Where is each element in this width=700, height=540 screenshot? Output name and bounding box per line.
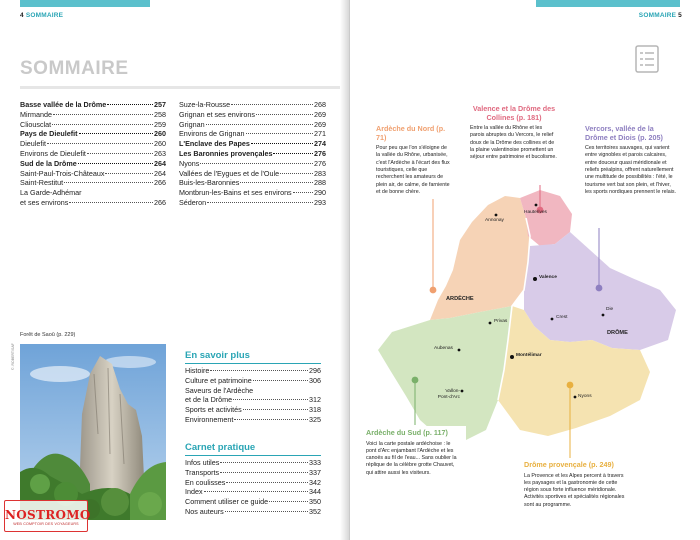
toc-dot-leader [246, 133, 313, 134]
toc-entry [179, 169, 326, 179]
city-nyons: Nyons [578, 394, 592, 399]
toc-entry-title: Saint-Paul-Trois-Châteaux [20, 168, 105, 178]
city-dot-nyons [574, 396, 577, 399]
toc-entry-title: Dieulefit [20, 139, 46, 149]
callout-ardeche-nord-text: Pour peu que l'on s'éloigne de la vallée du Rhône, urbanisée, c'est l'Ardèche à l'écart des flux touristiques, celle que recherchent les amateurs de plein air, de calme, de farniente et de bonne chère. [376, 145, 450, 195]
toc-dot-leader [53, 114, 153, 115]
left-running-label: SOMMAIRE [25, 12, 64, 19]
toc-entry [179, 139, 326, 149]
toc-entry-title: Environs de Grignan [179, 129, 245, 139]
left-page [0, 0, 345, 540]
city-vallon-pont-darc: Vallon-Pont-d'Arc [437, 389, 460, 400]
toc-entry-title: Les Baronnies provençales [179, 148, 273, 158]
toc-dot-leader [234, 419, 308, 420]
toc-entry-title: Vallées de l'Eygues et de l'Oule [179, 168, 280, 178]
callout-ardeche-nord [372, 122, 456, 199]
toc-entry-page: 266 [154, 178, 166, 188]
carnet-pratique-title: Carnet pratique [185, 442, 256, 453]
toc-dot-leader [220, 472, 308, 473]
toc-entry-title-line1: La Garde-Adhémar [20, 188, 82, 198]
toc-entry [179, 198, 326, 208]
toc-entry-title: Environnement [185, 414, 234, 424]
toc-entry [179, 149, 326, 159]
toc-entry [20, 120, 166, 130]
toc-entry [179, 129, 326, 139]
toc-dot-leader [293, 192, 313, 193]
city-annonay: Annonay [485, 218, 504, 223]
toc-entry-page: 268 [314, 100, 326, 109]
callout-provencale-title: Drôme provençale (p. 249) [524, 460, 614, 469]
pin-ardeche-sud [412, 377, 419, 384]
toc-entry-title: Transports [185, 467, 220, 477]
toc-entry [20, 129, 166, 139]
toc-entry [20, 139, 166, 149]
toc-entry-title: Mirmande [20, 109, 52, 119]
toc-entry-title-line2: et de la Drôme [185, 395, 233, 405]
right-page-number: 5 [678, 12, 682, 19]
toc-entry-page: 337 [309, 467, 321, 477]
toc-dot-leader [280, 173, 313, 174]
carnet-pratique-rule [185, 455, 321, 456]
toc-entry [20, 159, 166, 169]
callout-ardeche-sud-text: Voici la carte postale ardéchoise : le pont d'Arc enjambant l'Ardèche et les canoës au fil de l'eau... Sans oublier la réplique de la célèbre grotte Chauvet, qui attire aussi les visiteurs. [366, 440, 457, 476]
region-label-drome: DRÔME [607, 330, 628, 336]
toc-entry [20, 110, 166, 120]
document-list-icon [634, 44, 660, 74]
toc-entry [185, 487, 321, 497]
toc-entry [20, 169, 166, 179]
toc-column-1 [20, 100, 166, 208]
toc-entry-page: 293 [314, 197, 326, 207]
toc-dot-leader [231, 104, 313, 105]
toc-entry [185, 405, 321, 415]
toc-entry [185, 468, 321, 478]
toc-entry [179, 188, 326, 198]
toc-column-2 [179, 100, 326, 208]
toc-entry [20, 149, 166, 159]
toc-entry-title: L'Enclave des Papes [179, 139, 250, 149]
toc-entry-title: En coulisses [185, 477, 226, 487]
region-label-ardeche: ARDÈCHE [446, 296, 474, 302]
toc-dot-leader [78, 163, 153, 164]
callout-valence [466, 102, 562, 165]
toc-entry-title: Suze-la-Rousse [179, 100, 231, 109]
toc-entry-title: Index [185, 487, 203, 497]
left-page-number: 4 [20, 12, 24, 19]
toc-entry [185, 376, 321, 386]
toc-entry [179, 100, 326, 110]
toc-entry-title: Infos utiles [185, 458, 220, 467]
toc-dot-leader [200, 163, 313, 164]
logo-tagline: WEB COMPTOIR DES VOYAGEURS [13, 522, 79, 526]
toc-entry-page: 274 [314, 139, 326, 149]
header-accent-bar-right [536, 0, 680, 7]
callout-provencale [520, 458, 632, 512]
city-dot-crest [551, 318, 554, 321]
city-dot-montelimar [510, 355, 514, 359]
toc-entry-page: 269 [314, 109, 326, 119]
city-dot-valence [533, 277, 537, 281]
title-rule [20, 86, 340, 89]
toc-entry-page: 260 [154, 139, 166, 149]
toc-entry-title: Histoire [185, 366, 210, 375]
toc-entry-page: 269 [314, 119, 326, 129]
toc-entry-page: 260 [154, 129, 166, 139]
toc-entry-title: Nos auteurs [185, 506, 224, 516]
toc-entry-page: 342 [309, 477, 321, 487]
toc-entry-page: 306 [309, 375, 321, 385]
toc-entry-page: 318 [309, 405, 321, 415]
toc-dot-leader [269, 501, 308, 502]
toc-entry-title: Pays de Dieulefit [20, 129, 78, 139]
photo-credit: ©. ROBERT/SAF [11, 343, 15, 370]
region-ardeche-sud [378, 306, 512, 440]
toc-dot-leader [225, 511, 308, 512]
toc-entry-title: Saint-Restitut [20, 178, 64, 188]
city-dot-die [602, 314, 605, 317]
toc-dot-leader [253, 380, 308, 381]
toc-dot-leader [207, 202, 313, 203]
callout-vercors-text: Ces territoires sauvages, qui varient entre vignobles et parois calcaires, entre douceur quasi méridionale et reliefs préalpins, offrent naturellement une multitude de possibilités : l'été, le tourisme vert bat son plein, et l'hiver, les sports nordiques prennent le relais. [585, 145, 676, 195]
toc-entry-page: 312 [309, 395, 321, 405]
toc-dot-leader [52, 124, 153, 125]
toc-entry-page: 264 [154, 168, 166, 178]
toc-entry-title: Sports et activités [185, 405, 242, 415]
toc-entry [185, 366, 321, 376]
toc-dot-leader [233, 399, 308, 400]
city-hauterives: Hauterives [524, 210, 547, 215]
toc-entry-title: Nyons [179, 158, 200, 168]
toc-dot-leader [220, 462, 308, 463]
toc-entry [185, 458, 321, 468]
toc-entry-title: Comment utiliser ce guide [185, 497, 269, 507]
toc-entry-page: 352 [309, 506, 321, 516]
toc-entry [179, 120, 326, 130]
toc-dot-leader [273, 153, 313, 154]
toc-entry-page: 263 [154, 148, 166, 158]
toc-entry-title: Buis-les-Baronnies [179, 178, 240, 188]
toc-entry-page: 296 [309, 366, 321, 375]
left-running-head [20, 12, 63, 19]
toc-entry [20, 100, 166, 110]
toc-dot-leader [105, 173, 153, 174]
en-savoir-plus-title: En savoir plus [185, 350, 250, 361]
toc-entry-page: 276 [314, 158, 326, 168]
page-title: SOMMAIRE [20, 58, 129, 79]
callout-vercors-title: Vercors, vallée de la Drôme et Diois (p. 205) [585, 124, 663, 142]
toc-entry [185, 395, 321, 405]
toc-entry-page: 344 [309, 487, 321, 497]
right-running-head [639, 12, 682, 19]
toc-entry-page: 350 [309, 497, 321, 507]
toc-entry-page: 283 [314, 168, 326, 178]
city-dot-hauterives [535, 204, 538, 207]
toc-dot-leader [69, 202, 153, 203]
toc-dot-leader [251, 143, 313, 144]
en-savoir-plus-list [185, 366, 321, 425]
city-privas: Privas [494, 319, 508, 324]
toc-entry-page: 276 [314, 148, 326, 158]
toc-entry-page: 258 [154, 109, 166, 119]
callout-provencale-text: La Provence et les Alpes percent à travers les paysages et la gastronomie de cette région sous forte influence méridionale. Activités sportives et spécialités régionales sont au programme. [524, 472, 625, 508]
toc-entry-title: Sud de la Drôme [20, 158, 77, 168]
pin-vercors [596, 285, 603, 292]
toc-entry-title: Environs de Dieulefit [20, 148, 86, 158]
toc-entry [185, 507, 321, 517]
city-valence: Valence [539, 275, 557, 280]
city-dot-aubenas [458, 349, 461, 352]
toc-entry-title-line2: et ses environs [20, 197, 69, 207]
toc-entry-title: Séderon [179, 197, 207, 207]
toc-entry-page: 290 [314, 188, 326, 198]
toc-entry [185, 478, 321, 488]
city-dot-vallon [461, 390, 464, 393]
callout-valence-text: Entre la vallée du Rhône et les parois abruptes du Vercors, le relief doux de la Drôme des collines et de la plaine valentinoise promettent un séjour entre patrimoine et bucolisme. [470, 125, 557, 161]
toc-entry-page: 266 [154, 197, 166, 207]
toc-dot-leader [206, 124, 313, 125]
callout-vercors [581, 122, 681, 199]
toc-dot-leader [64, 182, 153, 183]
en-savoir-plus-rule [185, 363, 321, 364]
toc-entry-title: Grignan et ses environs [179, 109, 255, 119]
city-crest: Crest [556, 315, 568, 320]
toc-entry-page: 259 [154, 119, 166, 129]
toc-entry [185, 497, 321, 507]
toc-dot-leader [210, 370, 308, 371]
carnet-pratique-list [185, 458, 321, 517]
foret-de-saou-photo [20, 344, 166, 520]
cliff-landscape-illustration [20, 344, 166, 520]
toc-entry-page: 325 [309, 414, 321, 424]
callout-ardeche-sud [362, 426, 466, 480]
toc-entry-page: 333 [309, 458, 321, 467]
toc-dot-leader [204, 491, 308, 492]
logo-name: NOSTROMO [5, 508, 91, 522]
toc-entry-page: 288 [314, 178, 326, 188]
toc-entry [20, 198, 166, 208]
callout-ardeche-nord-title: Ardèche du Nord (p. 71) [376, 124, 446, 142]
toc-entry-page: 271 [314, 129, 326, 139]
callout-ardeche-sud-title: Ardèche du Sud (p. 117) [366, 428, 448, 437]
city-dot-annonay [495, 214, 498, 217]
pin-provencale [567, 382, 574, 389]
right-running-label: SOMMAIRE [638, 12, 677, 19]
city-montelimar: Montélimar [516, 353, 542, 358]
toc-entry-page: 257 [154, 100, 166, 109]
pin-ardeche-nord [430, 287, 437, 294]
toc-entry-title: Culture et patrimoine [185, 375, 252, 385]
toc-entry [185, 415, 321, 425]
nostromo-logo [4, 500, 91, 532]
toc-dot-leader [107, 104, 153, 105]
toc-entry-page: 264 [154, 158, 166, 168]
toc-entry-title-line1: Saveurs de l'Ardèche [185, 385, 254, 395]
toc-entry [179, 110, 326, 120]
header-accent-bar [20, 0, 150, 7]
toc-dot-leader [256, 114, 313, 115]
toc-entry [179, 159, 326, 169]
toc-dot-leader [243, 409, 308, 410]
city-die: Die [606, 307, 614, 312]
toc-entry [20, 178, 166, 188]
callout-valence-title: Valence et la Drôme des Collines (p. 181) [472, 104, 556, 122]
toc-entry-title: Grignan [179, 119, 205, 129]
toc-dot-leader [87, 153, 153, 154]
photo-caption: Forêt de Saoû (p. 229) [20, 332, 76, 338]
toc-dot-leader [240, 182, 313, 183]
toc-dot-leader [47, 143, 153, 144]
toc-dot-leader [79, 133, 153, 134]
city-aubenas: Aubenas [434, 346, 453, 351]
toc-dot-leader [226, 482, 308, 483]
city-dot-privas [489, 322, 492, 325]
toc-entry-title: Montbrun-les-Bains et ses environs [179, 188, 292, 198]
toc-entry [179, 178, 326, 188]
toc-entry-title: Cliousclat [20, 119, 52, 129]
toc-entry-title: Basse vallée de la Drôme [20, 100, 107, 109]
